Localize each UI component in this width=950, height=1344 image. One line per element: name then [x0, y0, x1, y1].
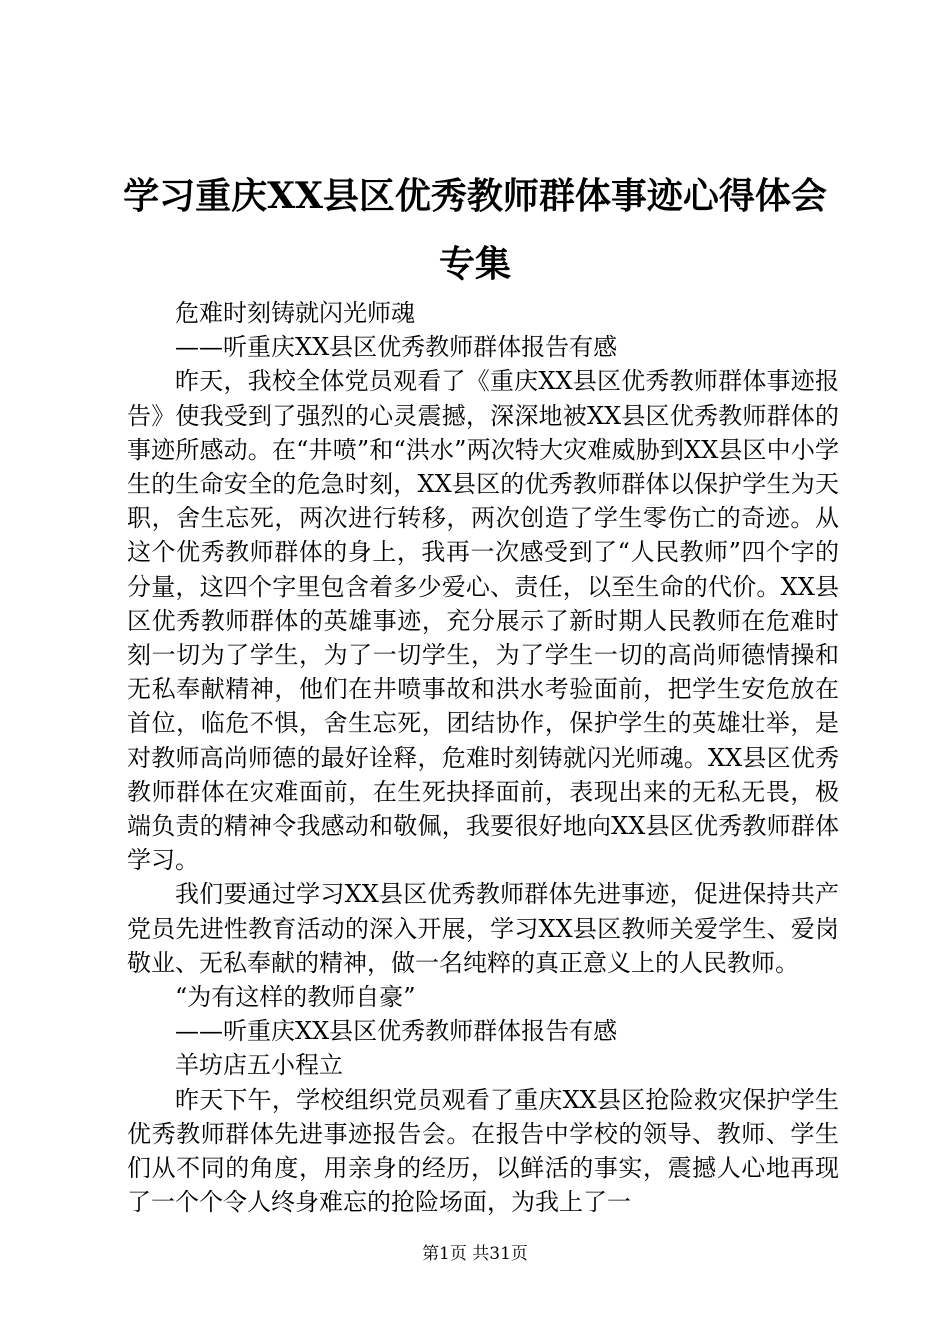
subtitle-1-note: ——听重庆XX县区优秀教师群体报告有感 — [175, 333, 618, 362]
document-title: 学习重庆XX县区优秀教师群体事迹心得体会专集 — [123, 175, 827, 285]
paragraph-2: 我们要通过学习XX县区优秀教师群体先进事迹，促进保持共产党员先进性教育活动的深入开展，学习XX县区教师关爱学生、爱岗敬业、无私奉献的精神，做一名纯粹的真正意义上的人民教师。 — [127, 880, 839, 977]
subtitle-2: “为有这样的教师自豪” — [175, 983, 416, 1012]
paragraph-1: 昨天，我校全体党员观看了《重庆XX县区优秀教师群体事迹报告》使我受到了强烈的心灵震撼，深深地被XX县区优秀教师群体的事迹所感动。在“井喷”和“洪水”两次特大灾难威胁到XX县区中小学生的生命安全的危急时刻，XX县区的优秀教师群体以保护学生为天职，舍生忘死，两次进行转移，两次创造了学生零伤亡的奇迹。从这个优秀教师群体的身上，我再一次感受到了“人民教师”四个字的分量，这四个字里包含着多少爱心、责任，以至生命的代价。XX县区优秀教师群体的英雄事迹，充分展示了新时期人民教师在危难时刻一切为了学生，为了一切学生，为了学生一切的高尚师德情操和无私奉献精神，他们在井喷事故和洪水考验面前，把学生安危放在首位，临危不惧，舍生忘死，团结协作，保护学生的英雄壮举，是对教师高尚师德的最好诠释，危难时刻铸就闪光师魂。XX县区优秀教师群体在灾难面前，在生死抉择面前，表现出来的无私无畏，极端负责的精神令我感动和敬佩，我要很好地向XX县区优秀教师群体学习。 — [127, 367, 839, 875]
paragraph-3: 昨天下午，学校组织党员观看了重庆XX县区抢险救灾保护学生优秀教师群体先进事迹报告会。在报告中学校的领导、教师、学生们从不同的角度，用亲身的经历，以鲜活的事实，震撼人心地再现了一个个令人终身难忘的抢险场面，为我上了一 — [127, 1085, 839, 1217]
author-line: 羊坊店五小程立 — [175, 1051, 343, 1080]
document-body — [127, 296, 839, 1219]
subtitle-2-note: ——听重庆XX县区优秀教师群体报告有感 — [175, 1017, 618, 1046]
page-number: 第1页 共31页 — [422, 1244, 528, 1264]
subtitle-1: 危难时刻铸就闪光师魂 — [175, 299, 415, 327]
